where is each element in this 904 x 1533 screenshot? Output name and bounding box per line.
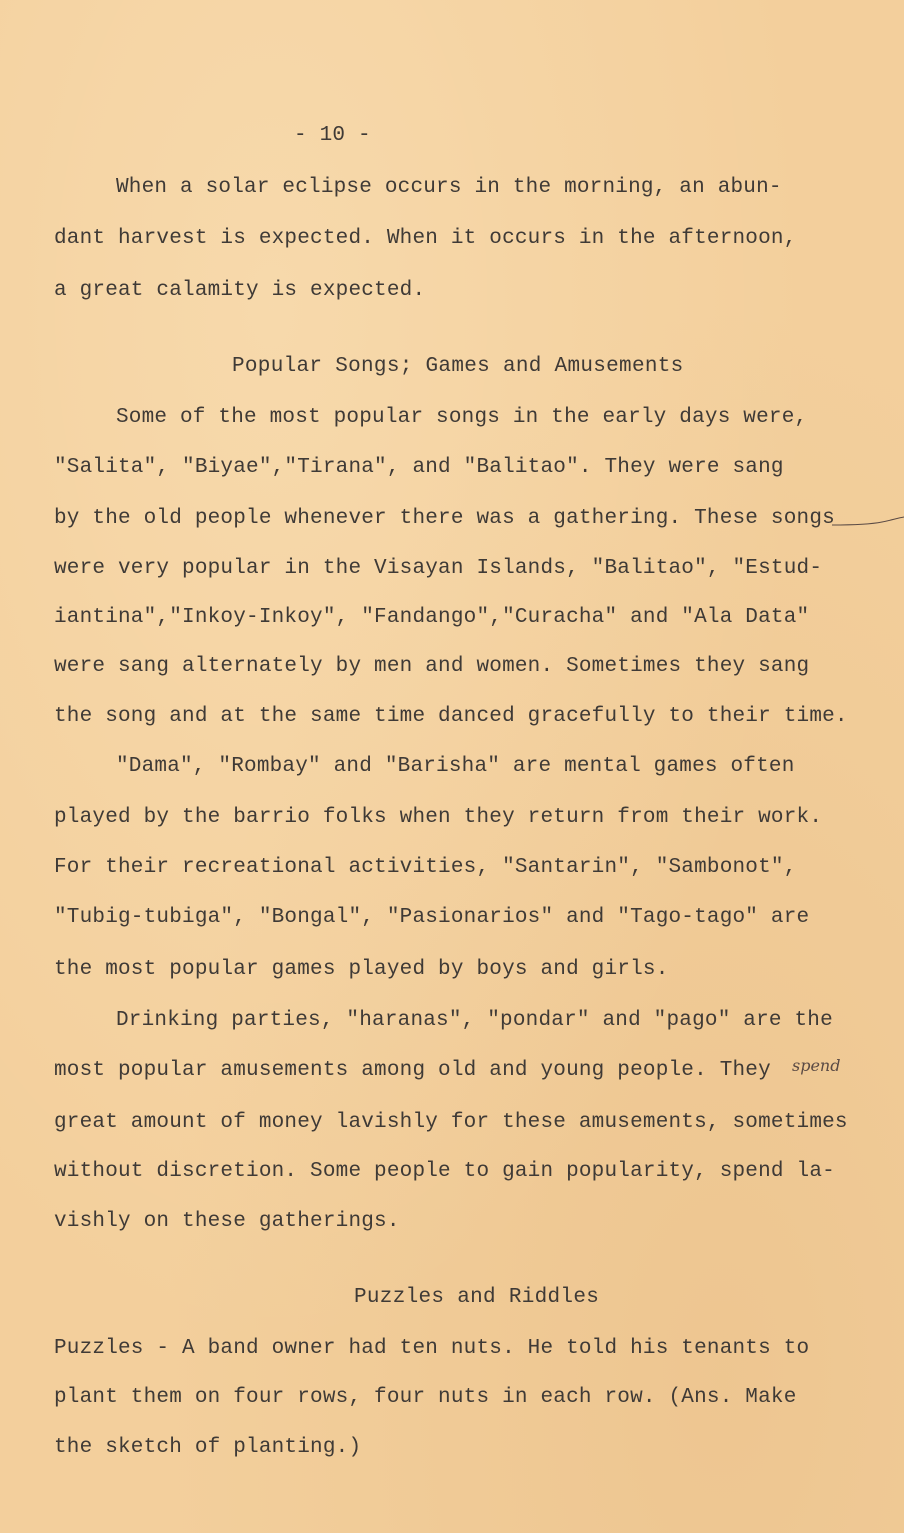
songs-line-1: Some of the most popular songs in the early days were,: [116, 406, 808, 429]
games-line-2: played by the barrio folks when they return from their work.: [54, 806, 823, 829]
drinking-line-2: most popular amusements among old and young people. They: [54, 1059, 771, 1082]
games-line-4: "Tubig-tubiga", "Bongal", "Pasionarios" and "Tago-tago" are: [54, 906, 810, 929]
games-line-5: the most popular games played by boys and girls.: [54, 958, 669, 981]
drinking-line-4: without discretion. Some people to gain popularity, spend la-: [54, 1160, 835, 1183]
drinking-line-1: Drinking parties, "haranas", "pondar" and "pago" are the: [116, 1009, 833, 1032]
songs-line-4: were very popular in the Visayan Islands, "Balitao", "Estud-: [54, 557, 823, 580]
puzzles-line-3: the sketch of planting.): [54, 1436, 362, 1459]
margin-pen-stroke: [832, 516, 904, 528]
page-number: - 10 -: [294, 124, 371, 147]
eclipse-line-1: When a solar eclipse occurs in the morning, an abun-: [116, 176, 782, 199]
drinking-line-5: vishly on these gatherings.: [54, 1210, 400, 1233]
songs-line-6: were sang alternately by men and women. Sometimes they sang: [54, 655, 810, 678]
puzzles-heading: Puzzles and Riddles: [354, 1286, 600, 1309]
songs-line-7: the song and at the same time danced gracefully to their time.: [54, 705, 848, 728]
songs-heading: Popular Songs; Games and Amusements: [232, 355, 684, 378]
songs-line-3: by the old people whenever there was a gathering. These songs: [54, 507, 835, 530]
handwritten-correction: spend: [792, 1056, 841, 1075]
eclipse-line-2: dant harvest is expected. When it occurs in the afternoon,: [54, 227, 797, 250]
games-line-1: "Dama", "Rombay" and "Barisha" are mental games often: [116, 755, 795, 778]
drinking-line-3: great amount of money lavishly for these amusements, sometimes: [54, 1111, 848, 1134]
puzzles-line-1: Puzzles - A band owner had ten nuts. He told his tenants to: [54, 1337, 810, 1360]
eclipse-line-3: a great calamity is expected.: [54, 279, 426, 302]
songs-line-2: "Salita", "Biyae","Tirana", and "Balitao". They were sang: [54, 456, 784, 479]
games-line-3: For their recreational activities, "Santarin", "Sambonot",: [54, 856, 797, 879]
songs-line-5: iantina","Inkoy-Inkoy", "Fandango","Curacha" and "Ala Data": [54, 606, 810, 629]
puzzles-line-2: plant them on four rows, four nuts in each row. (Ans. Make: [54, 1386, 797, 1409]
